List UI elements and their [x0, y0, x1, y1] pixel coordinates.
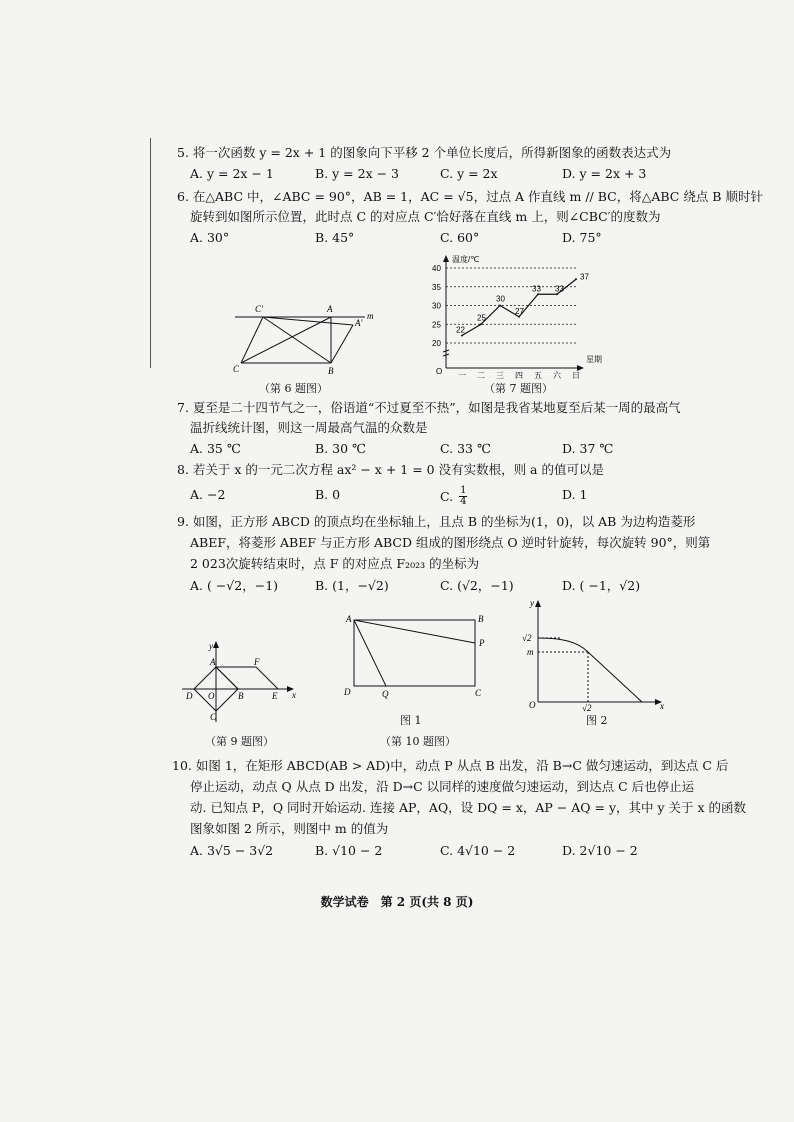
q9-stem-line-1: 9. 如图，正方形 ABCD 的顶点均在坐标轴上，且点 B 的坐标为(1，0)，以 AB 为边构造菱形 — [177, 514, 696, 529]
y-tick-label: 25 — [432, 320, 441, 330]
label-x: x — [292, 690, 296, 700]
q10-caption: （第 10 题图） — [380, 735, 456, 748]
label-m: m — [367, 311, 374, 321]
x-axis-label: 星期 — [586, 355, 602, 364]
label-d: D — [344, 687, 351, 697]
q10-figure-2-caption: 图 2 — [586, 714, 608, 727]
q8-option-d: D. 1 — [562, 487, 588, 502]
q7-stem-line-1: 7. 夏至是二十四节气之一，俗语道“不过夏至不热”，如图是我省某地夏至后某一周的最高气 — [177, 400, 681, 415]
q7-option-a: A. 35 ℃ — [190, 441, 241, 456]
q6-option-a: A. 30° — [190, 230, 230, 245]
x-tick-label: 五 — [534, 371, 542, 380]
data-label: 25 — [477, 313, 486, 323]
q7-option-b: B. 30 ℃ — [315, 441, 366, 456]
q7-option-c: C. 33 ℃ — [440, 441, 491, 456]
label-f: F — [254, 657, 260, 667]
label-a: A — [346, 614, 352, 624]
x-tick-label: 一 — [458, 371, 466, 380]
data-label: 33 — [532, 284, 541, 294]
data-point — [575, 278, 577, 280]
q10-stem-line-3: 动. 已知点 P，Q 同时开始运动. 连接 AP，AQ，设 DQ = x，AP − AQ = y，其中 y 关于 x 的函数 — [190, 800, 747, 815]
label-y: y — [209, 641, 213, 651]
q5-stem: 5. 将一次函数 y = 2x + 1 的图象向下平移 2 个单位长度后，所得新图象的函数表达式为 — [177, 145, 672, 160]
label-m: m — [527, 647, 534, 657]
label-c: C — [233, 364, 240, 374]
data-label: 27 — [515, 306, 524, 316]
q6-stem-line-1: 6. 在△ABC 中，∠ABC = 90°，AB = 1，AC = √5，过点 A 作直线 m // BC，将△ABC 绕点 B 顺时针 — [177, 189, 763, 204]
q8-option-c-letter: C. — [440, 489, 454, 504]
rhombus-abef — [216, 667, 278, 689]
data-label: 22 — [456, 325, 465, 335]
y-axis-arrow — [213, 641, 219, 648]
label-b: B — [478, 614, 484, 624]
origin-label: O — [436, 367, 443, 376]
label-b: B — [328, 366, 334, 376]
segment-c-prime-a-prime — [263, 317, 353, 325]
data-label: 37 — [580, 272, 589, 282]
q10-option-a: A. 3√5 − 3√2 — [190, 843, 274, 858]
label-a: A — [327, 304, 333, 314]
q5-option-a: A. y = 2x − 1 — [190, 166, 274, 181]
segment-a-prime-b — [331, 325, 353, 363]
label-b: B — [238, 691, 244, 701]
data-point — [556, 293, 558, 295]
q9-option-d: D. ( −1，√2) — [562, 578, 641, 593]
segment-aq — [354, 620, 386, 686]
segment-c-prime-b — [263, 317, 331, 363]
q9-stem-line-2: ABEF，将菱形 ABEF 与正方形 ABCD 组成的图形绕点 O 逆时针旋转，每次旋转 90°，则第 — [190, 535, 711, 550]
q9-option-b: B. (1，−√2) — [315, 578, 389, 593]
label-o: O — [208, 691, 215, 701]
data-point — [461, 335, 463, 337]
q6-caption: （第 6 题图） — [259, 382, 328, 395]
label-x: x — [660, 701, 664, 711]
q10-figure-1 — [340, 612, 490, 697]
q7-option-d: D. 37 ℃ — [562, 441, 614, 456]
label-y: y — [530, 598, 534, 608]
data-label: 33 — [555, 284, 564, 294]
segment-ap — [354, 620, 475, 643]
label-e: E — [272, 691, 278, 701]
data-point — [518, 316, 520, 318]
q6-option-d: D. 75° — [562, 230, 602, 245]
q5-option-b: B. y = 2x − 3 — [315, 166, 399, 181]
x-tick-label: 日 — [572, 371, 580, 380]
x-tick-label: 四 — [515, 371, 523, 380]
label-c-prime: C′ — [255, 304, 263, 314]
segment-cc-prime — [241, 317, 263, 363]
label-a: A — [210, 657, 216, 667]
label-sqrt2-x: √2 — [582, 703, 592, 713]
page-footer: 数学试卷 第 2 页(共 8 页) — [320, 895, 474, 909]
y-axis-arrow — [535, 600, 541, 607]
q9-caption: （第 9 题图） — [205, 735, 274, 748]
q7-line-chart — [430, 252, 602, 380]
y-tick-label: 30 — [432, 301, 441, 311]
q9-figure — [180, 640, 300, 725]
q10-stem-line-4: 图象如图 2 所示，则图中 m 的值为 — [190, 821, 389, 836]
data-point — [499, 305, 501, 307]
q7-caption: （第 7 题图） — [484, 382, 553, 395]
y-tick-label: 20 — [432, 339, 441, 348]
q10-option-b: B. √10 − 2 — [315, 843, 383, 858]
rectangle-abcd — [354, 620, 475, 686]
q7-stem-line-2: 温折线统计图，则这一周最高气温的众数是 — [190, 420, 428, 435]
label-d: D — [186, 691, 193, 701]
y-axis-label: 温度/℃ — [452, 255, 480, 264]
q6-option-b: B. 45° — [315, 230, 355, 245]
q9-stem-line-3: 2 023次旋转结束时，点 F 的对应点 F₂₀₂₃ 的坐标为 — [190, 556, 480, 571]
label-o: O — [529, 700, 536, 710]
q10-figure-2 — [518, 598, 668, 713]
q10-stem-line-1: 10. 如图 1，在矩形 ABCD(AB > AD)中，动点 P 从点 B 出发，沿 B→C 做匀速运动，到达点 C 后 — [172, 758, 729, 773]
q8-option-b: B. 0 — [315, 487, 341, 502]
label-q: Q — [382, 689, 389, 699]
q10-option-d: D. 2√10 − 2 — [562, 843, 638, 858]
q6-stem-line-2: 旋转到如图所示位置，此时点 C 的对应点 C′恰好落在直线 m 上，则∠CBC′的度数为 — [190, 209, 661, 224]
x-tick-label: 六 — [553, 371, 561, 380]
data-point — [480, 323, 482, 325]
function-curve — [538, 638, 642, 702]
label-sqrt2-y: √2 — [522, 633, 532, 643]
y-axis-arrow — [443, 255, 449, 262]
y-tick-label: 35 — [432, 282, 441, 292]
q5-option-c: C. y = 2x — [440, 166, 498, 181]
label-a-prime: A′ — [355, 318, 363, 328]
data-label: 30 — [496, 294, 505, 304]
q8-fraction-numerator: 1 — [460, 485, 467, 496]
q5-option-d: D. y = 2x + 3 — [562, 166, 647, 181]
q8-fraction-denominator: 4 — [460, 496, 467, 507]
q8-option-c — [440, 487, 467, 508]
q6-figure — [225, 300, 375, 380]
x-tick-label: 二 — [477, 371, 485, 380]
label-c: C — [210, 712, 217, 722]
q9-option-a: A. ( −√2，−1) — [190, 578, 279, 593]
y-tick-label: 40 — [432, 264, 441, 273]
q10-figure-1-caption: 图 1 — [400, 714, 422, 727]
q10-stem-line-2: 停止运动，动点 Q 从点 D 出发，沿 D→C 以同样的速度做匀速运动，到达点 C 后也停止运 — [190, 779, 695, 794]
q9-option-c: C. (√2，−1) — [440, 578, 514, 593]
q10-option-c: C. 4√10 − 2 — [440, 843, 516, 858]
data-point — [537, 293, 539, 295]
q8-fraction — [459, 486, 467, 507]
q8-option-a: A. −2 — [190, 487, 226, 502]
binding-margin-line — [150, 138, 151, 368]
label-c: C — [475, 688, 482, 698]
q8-stem: 8. 若关于 x 的一元二次方程 ax² − x + 1 = 0 没有实数根，则 a 的值可以是 — [177, 462, 604, 477]
segment-c-a — [241, 317, 331, 363]
label-p: P — [479, 638, 485, 648]
x-tick-label: 三 — [496, 371, 504, 380]
q6-option-c: C. 60° — [440, 230, 480, 245]
